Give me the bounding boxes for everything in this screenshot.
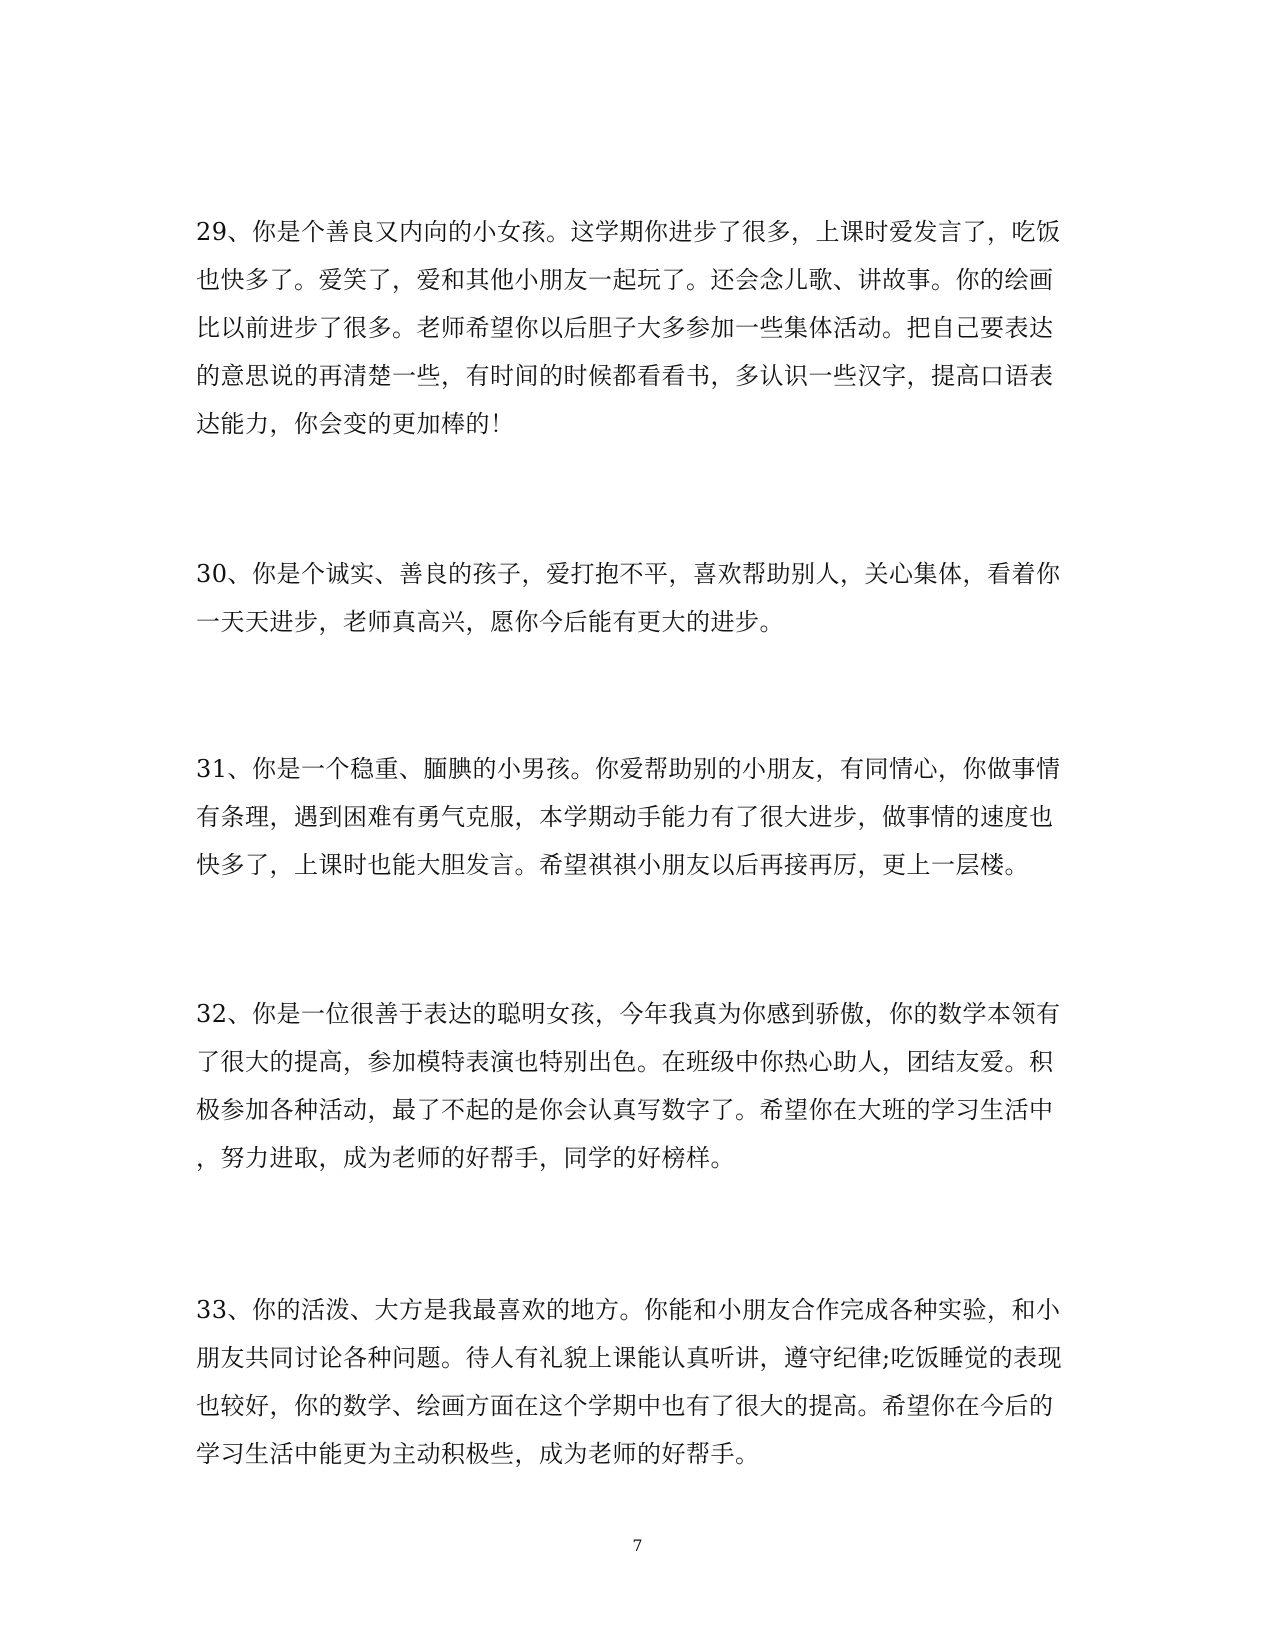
paragraph-line: 有条理，遇到困难有勇气克服，本学期动手能力有了很大进步，做事情的速度也 — [196, 803, 1054, 831]
paragraph-line: 达能力，你会变的更加棒的！ — [196, 410, 515, 438]
page-number: 7 — [632, 1536, 643, 1555]
paragraph-line: 了很大的提高，参加模特表演也特别出色。在班级中你热心助人，团结友爱。积 — [196, 1048, 1054, 1076]
paragraph-line: 极参加各种活动，最了不起的是你会认真写数字了。希望你在大班的学习生活中 — [196, 1096, 1054, 1124]
paragraph-line: 也较好，你的数学、绘画方面在这个学期中也有了很大的提高。希望你在今后的 — [196, 1392, 1054, 1420]
paragraph-line: 的意思说的再清楚一些，有时间的时候都看看书，多认识一些汉字，提高口语表 — [196, 362, 1054, 390]
paragraph-33 — [196, 1286, 1076, 1478]
paragraph-line: 快多了，上课时也能大胆发言。希望祺祺小朋友以后再接再厉，更上一层楼。 — [196, 851, 1029, 879]
paragraph-30 — [196, 550, 1076, 646]
paragraph-29 — [196, 208, 1076, 448]
paragraph-line: 33、你的活泼、大方是我最喜欢的地方。你能和小朋友合作完成各种实验，和小 — [196, 1296, 1061, 1324]
paragraph-line: 一天天进步，老师真高兴，愿你今后能有更大的进步。 — [196, 608, 784, 636]
paragraph-line: ，努力进取，成为老师的好帮手，同学的好榜样。 — [196, 1144, 735, 1172]
paragraph-line: 比以前进步了很多。老师希望你以后胆子大多参加一些集体活动。把自己要表达 — [196, 314, 1054, 342]
paragraph-32 — [196, 990, 1076, 1182]
paragraph-line: 朋友共同讨论各种问题。待人有礼貌上课能认真听讲，遵守纪律;吃饭睡觉的表现 — [196, 1344, 1063, 1372]
paragraph-line: 31、你是一个稳重、腼腆的小男孩。你爱帮助别的小朋友，有同情心，你做事情 — [196, 755, 1061, 783]
paragraph-line: 32、你是一位很善于表达的聪明女孩，今年我真为你感到骄傲，你的数学本领有 — [196, 1000, 1061, 1028]
paragraph-31 — [196, 745, 1076, 889]
paragraph-line: 学习生活中能更为主动积极些，成为老师的好帮手。 — [196, 1440, 760, 1468]
paragraph-line: 30、你是个诚实、善良的孩子，爱打抱不平，喜欢帮助别人，关心集体，看着你 — [196, 560, 1061, 588]
paragraph-line: 29、你是个善良又内向的小女孩。这学期你进步了很多，上课时爱发言了，吃饭 — [196, 218, 1061, 246]
paragraph-line: 也快多了。爱笑了，爱和其他小朋友一起玩了。还会念儿歌、讲故事。你的绘画 — [196, 266, 1054, 294]
